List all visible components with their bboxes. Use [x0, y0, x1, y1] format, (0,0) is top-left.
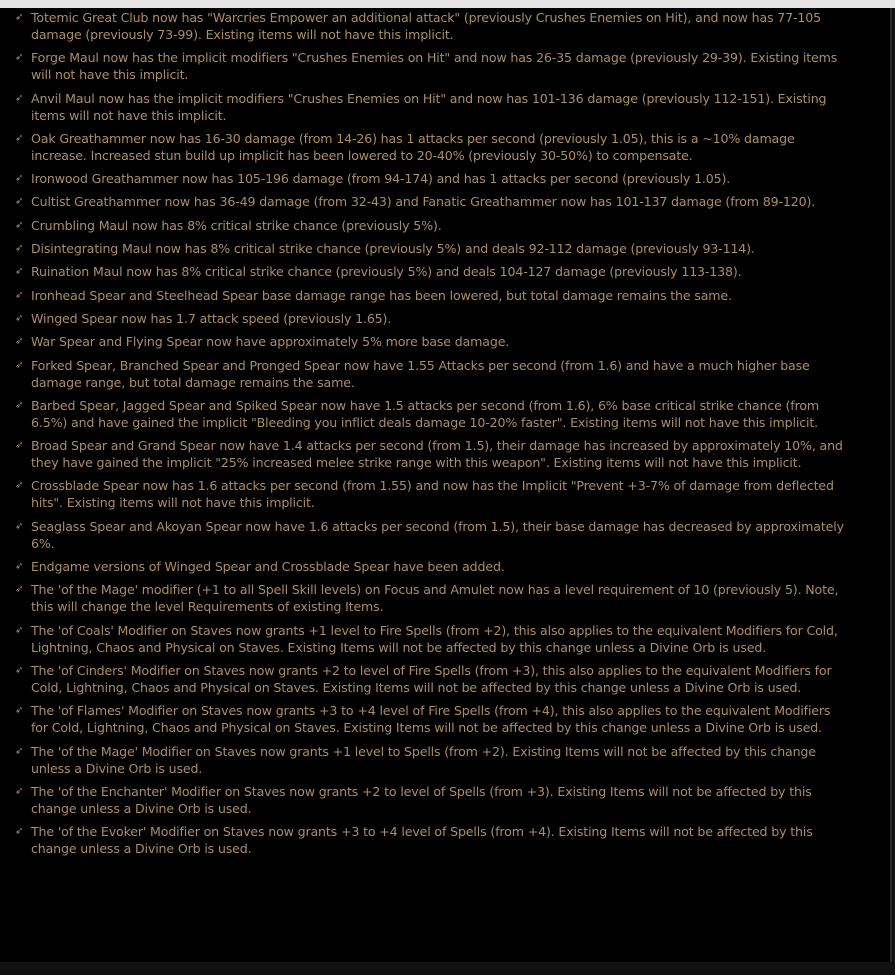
list-item-text: Anvil Maul now has the implicit modifiers "Crushes Enemies on Hit" and now has 101-136 damage (previously 112-151). Existing items will not have this implicit.: [31, 90, 827, 123]
list-item: [0, 310, 890, 327]
arrow-bullet-icon: ➶: [15, 219, 24, 231]
arrow-bullet-icon: ➶: [15, 92, 24, 104]
list-item-text: The 'of Coals' Modifier on Staves now grants +1 level to Fire Spells (from +2), this also applies to the equivalent Modifiers for Cold, Lightning, Chaos and Physical on Staves. Existing Items will not be affected by this change unless a Divine Orb is used.: [31, 622, 838, 655]
arrow-bullet-icon: ➶: [15, 785, 24, 797]
list-item: [0, 9, 890, 43]
arrow-bullet-icon: ➶: [15, 664, 24, 676]
list-item-text: Cultist Greathammer now has 36-49 damage (from 32-43) and Fanatic Greathammer now has 101-137 damage (from 89-120).: [31, 194, 816, 210]
arrow-bullet-icon: ➶: [15, 440, 24, 452]
list-item-text: The 'of the Evoker' Modifier on Staves now grants +3 to +4 level of Spells (from +4). Existing Items will not be affected by this change unless a Divine Orb is used.: [31, 824, 813, 857]
list-item: [0, 437, 890, 471]
list-item-text: Ironhead Spear and Steelhead Spear base damage range has been lowered, but total damage remains the same.: [31, 287, 732, 303]
arrow-bullet-icon: ➶: [15, 196, 24, 208]
list-item-text: The 'of Flames' Modifier on Staves now grants +3 to +4 level of Fire Spells (from +4), this also applies to the equivalent Modifiers for Cold, Lightning, Chaos and Physical on Staves. Existing Items will not be affected by this change unless a Divine Orb is used.: [31, 703, 831, 736]
arrow-bullet-icon: ➶: [15, 359, 24, 371]
list-item: [0, 823, 890, 857]
list-item: [0, 518, 890, 552]
list-item: [0, 333, 890, 350]
top-bar: [0, 0, 895, 8]
list-item: [0, 622, 890, 656]
list-item: [0, 217, 890, 234]
list-item: [0, 662, 890, 696]
list-item: [0, 130, 890, 164]
list-item-text: The 'of Cinders' Modifier on Staves now grants +2 to level of Fire Spells (from +3), this also applies to the equivalent Modifiers for Cold, Lightning, Chaos and Physical on Staves. Existing Items will not be affected by this change unless a Divine Orb is used.: [31, 662, 832, 695]
arrow-bullet-icon: ➶: [15, 584, 24, 596]
list-item: [0, 240, 890, 257]
patch-notes-panel: [0, 8, 892, 962]
arrow-bullet-icon: ➶: [15, 12, 24, 23]
list-item-text: Oak Greathammer now has 16-30 damage (from 14-26) has 1 attacks per second (previously 1.05), this is a ~10% damage increase. Increased stun build up implicit has been lowered to 20-40% (previously 30-50%) to compensate.: [31, 130, 795, 163]
arrow-bullet-icon: ➶: [15, 336, 24, 348]
arrow-bullet-icon: ➶: [15, 289, 24, 301]
list-item: [0, 558, 890, 575]
arrow-bullet-icon: ➶: [15, 520, 24, 532]
arrow-bullet-icon: ➶: [15, 399, 24, 411]
list-item-text: Ironwood Greathammer now has 105-196 damage (from 94-174) and has 1 attacks per second (previously 1.05).: [31, 171, 731, 187]
list-item: [0, 477, 890, 511]
list-item: [0, 397, 890, 431]
list-item: [0, 357, 890, 391]
list-item-text: Disintegrating Maul now has 8% critical strike chance (previously 5%) and deals 92-112 damage (previously 93-114).: [31, 241, 755, 257]
list-item-text: Ruination Maul now has 8% critical strike chance (previously 5%) and deals 104-127 damage (previously 113-138).: [31, 264, 742, 280]
list-item: [0, 193, 890, 210]
list-item-text: Crumbling Maul now has 8% critical strike chance (previously 5%).: [31, 217, 442, 233]
arrow-bullet-icon: ➶: [15, 173, 24, 185]
list-item-text: Barbed Spear, Jagged Spear and Spiked Spear now have 1.5 attacks per second (from 1.6), 6% base critical strike chance (from 6.5%) and have gained the implicit "Bleeding you inflict deals damage 10-20% faster". Existing items will not have this implicit.: [31, 397, 820, 430]
arrow-bullet-icon: ➶: [15, 52, 24, 64]
arrow-bullet-icon: ➶: [15, 480, 24, 492]
patch-notes-list: [0, 8, 890, 857]
arrow-bullet-icon: ➶: [15, 705, 24, 717]
list-item-text: Crossblade Spear now has 1.6 attacks per second (from 1.55) and now has the Implicit "Prevent +3-7% of damage from deflected hits". Existing items will not have this implicit.: [31, 478, 834, 511]
arrow-bullet-icon: ➶: [15, 312, 24, 324]
list-item: [0, 287, 890, 304]
list-item-text: Winged Spear now has 1.7 attack speed (previously 1.65).: [31, 310, 392, 326]
arrow-bullet-icon: ➶: [15, 561, 24, 573]
list-item: [0, 170, 890, 187]
list-item-text: The 'of the Enchanter' Modifier on Staves now grants +2 to level of Spells (from +3). Existing Items will not be affected by this change unless a Divine Orb is used.: [31, 783, 812, 816]
list-item-text: Seaglass Spear and Akoyan Spear now have 1.6 attacks per second (from 1.5), their base damage has decreased by approximately 6%.: [31, 518, 844, 551]
list-item: [0, 90, 890, 124]
list-item: [0, 581, 890, 615]
arrow-bullet-icon: ➶: [15, 243, 24, 255]
arrow-bullet-icon: ➶: [15, 624, 24, 636]
arrow-bullet-icon: ➶: [15, 266, 24, 278]
list-item-text: War Spear and Flying Spear now have approximately 5% more base damage.: [31, 334, 510, 350]
list-item: [0, 263, 890, 280]
list-item: [0, 49, 890, 83]
list-item: [0, 743, 890, 777]
list-item-text: Totemic Great Club now has "Warcries Empower an additional attack" (previously Crushes Enemies on Hit), and now has 77-105 damage (previously 73-99). Existing items will not have this implicit.: [31, 10, 821, 42]
list-item-text: Endgame versions of Winged Spear and Crossblade Spear have been added.: [31, 559, 505, 575]
arrow-bullet-icon: ➶: [15, 132, 24, 144]
arrow-bullet-icon: ➶: [15, 745, 24, 757]
list-item-text: The 'of the Mage' Modifier on Staves now grants +1 level to Spells (from +2). Existing Items will not be affected by this change unless a Divine Orb is used.: [31, 743, 816, 776]
list-item-text: Forked Spear, Branched Spear and Pronged Spear now have 1.55 Attacks per second (from 1.6) and have a much higher base damage range, but total damage remains the same.: [31, 357, 810, 390]
list-item-text: Forge Maul now has the implicit modifiers "Crushes Enemies on Hit" and now has 26-35 damage (previously 29-39). Existing items will not have this implicit.: [31, 50, 838, 83]
list-item: [0, 702, 890, 736]
arrow-bullet-icon: ➶: [15, 826, 24, 838]
list-item-text: The 'of the Mage' modifier (+1 to all Spell Skill levels) on Focus and Amulet now has a level requirement of 10 (previously 5). Note, this will change the level Requirements of existing Items.: [31, 582, 839, 615]
list-item: [0, 783, 890, 817]
list-item-text: Broad Spear and Grand Spear now have 1.4 attacks per second (from 1.5), their damage has increased by approximately 10%, and they have gained the implicit "25% increased melee strike range with this weapon". Existing items will not have this implicit.: [31, 438, 843, 471]
